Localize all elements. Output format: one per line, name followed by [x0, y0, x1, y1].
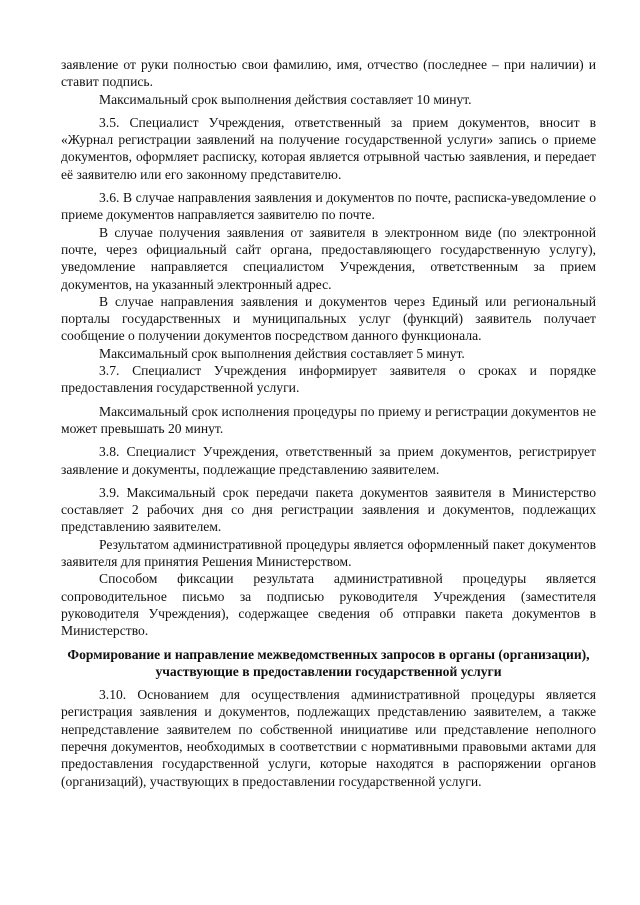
paragraph-electronic: В случае получения заявления от заявителя в электронном виде (по электронной почте, через официальный сайт органа, предоставляющего государственную услугу), уведомление направляется специалистом Учреждения, ответственным за прием документов, на указанный электронный адрес.	[61, 224, 596, 292]
paragraph-max-time-10: Максимальный срок выполнения действия составляет 10 минут.	[99, 91, 472, 107]
paragraph-3-5: 3.5. Специалист Учреждения, ответственный за прием документов, вносит в «Журнал регистрации заявлений на получение государственной услуги» запись о приеме документов, оформляет расписку, которая является отрывной частью заявления, и передает её заявителю или его законному представителю.	[61, 114, 596, 182]
paragraph-fixation: Способом фиксации результата административной процедуры является сопроводительное письмо за подписью руководителя Учреждения (заместителя руководителя Учреждения), содержащее сведения об отправки пакета документов в Министерство.	[61, 571, 596, 639]
paragraph-3-10: 3.10. Основанием для осуществления административной процедуры является регистрация заявления и документов, подлежащих представлению заявителем, а также непредставление заявителем по собственной инициативе или представление неполного перечня документов, необходимых в соответствии с нормативными правовыми актами для предоставления государственной услуги, которые находятся в распоряжении органов (организаций), участвующих в предоставлении государственной услуги.	[61, 687, 596, 789]
paragraph-result: Результатом административной процедуры является оформленный пакет документов заявителя для принятия Решения Министерством.	[61, 536, 596, 570]
paragraph-3-7: 3.7. Специалист Учреждения информирует заявителя о сроках и порядке предоставления государственной услуги.	[61, 363, 596, 396]
section-heading: Формирование и направление межведомственных запросов в органы (организации), участвующие в предоставлении государственной услуги	[67, 646, 590, 679]
paragraph-portal: В случае направления заявления и документов через Единый или региональный порталы государственных и муниципальных услуг (функций) заявитель получает сообщение о получении документов посредством данного функционала.	[61, 293, 596, 344]
paragraph-3-8: 3.8. Специалист Учреждения, ответственный за прием документов, регистрирует заявление и документы, подлежащие представлению заявителем.	[61, 444, 596, 477]
paragraph-max-time-5: Максимальный срок выполнения действия составляет 5 минут.	[99, 345, 465, 361]
paragraph-max-time-20: Максимальный срок исполнения процедуры по приему и регистрации документов не может превышать 20 минут.	[61, 403, 596, 436]
paragraph-3-9: 3.9. Максимальный срок передачи пакета документов заявителя в Министерство составляет 2 рабочих дня со дня регистрации заявления и документов, подлежащих представлению заявителем.	[61, 484, 596, 535]
paragraph-continuation: заявление от руки полностью свои фамилию, имя, отчество (последнее – при наличии) и ставит подпись.	[61, 57, 596, 90]
paragraph-3-6: 3.6. В случае направления заявления и документов по почте, расписка-уведомление о приеме документов направляется заявителю по почте.	[61, 190, 596, 223]
